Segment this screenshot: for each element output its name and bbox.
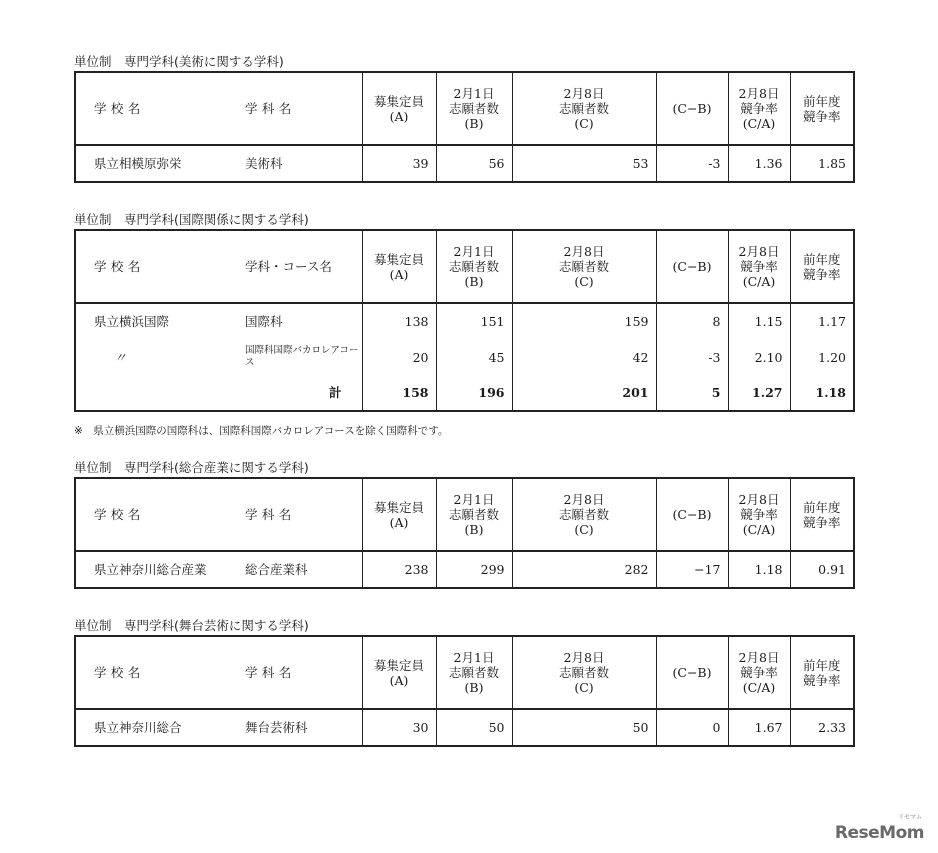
- diff-value: -3: [656, 339, 728, 375]
- header-capacity: 募集定員 (A): [362, 230, 436, 303]
- capacity-value: 138: [362, 303, 436, 339]
- section-title: 単位制 専門学科(美術に関する学科): [74, 54, 284, 69]
- table-row: [75, 303, 854, 339]
- feb8-value: 53: [512, 145, 656, 182]
- header-rate: 2月8日 競争率 (C/A): [728, 230, 790, 303]
- table-row: [75, 551, 854, 588]
- header-capacity: 募集定員 (A): [362, 636, 436, 709]
- header-feb8: 2月8日 志願者数 (C): [512, 230, 656, 303]
- logo-ruby: リセマム: [898, 814, 922, 821]
- header-rate: 2月8日 競争率 (C/A): [728, 72, 790, 145]
- header-feb8: 2月8日 志願者数 (C): [512, 636, 656, 709]
- school-name: 県立相模原弥栄: [94, 156, 182, 171]
- school-name: 県立横浜国際: [94, 314, 170, 329]
- footnote: ※ 県立横浜国際の国際科は、国際科国際バカロレアコースを除く国際科です。: [74, 425, 449, 437]
- feb1-value: 45: [436, 339, 512, 375]
- header-dept: 学科名: [245, 478, 362, 551]
- header-dept: 学科名: [245, 72, 362, 145]
- total-prev: 1.18: [790, 375, 854, 411]
- table-header-row: [75, 478, 854, 551]
- feb8-value: 282: [512, 551, 656, 588]
- header-feb8: 2月8日 志願者数 (C): [512, 478, 656, 551]
- header-dept-course: 学科・コース名: [245, 230, 362, 303]
- feb1-value: 56: [436, 145, 512, 182]
- capacity-value: 30: [362, 709, 436, 746]
- results-table: [74, 229, 855, 412]
- feb8-value: 50: [512, 709, 656, 746]
- resemom-logo: ReseMom: [834, 823, 924, 843]
- total-rate: 1.27: [728, 375, 790, 411]
- section-title: 単位制 専門学科(国際関係に関する学科): [74, 212, 309, 227]
- header-rate: 2月8日 競争率 (C/A): [728, 636, 790, 709]
- section-title: 単位制 専門学科(総合産業に関する学科): [74, 460, 309, 475]
- table-row: [75, 339, 854, 375]
- table-header-row: [75, 636, 854, 709]
- header-prev: 前年度 競争率: [790, 230, 854, 303]
- header-diff: (C−B): [656, 230, 728, 303]
- capacity-value: 39: [362, 145, 436, 182]
- section-title: 単位制 専門学科(舞台芸術に関する学科): [74, 618, 309, 633]
- header-capacity: 募集定員 (A): [362, 478, 436, 551]
- header-diff: (C−B): [656, 72, 728, 145]
- header-feb1: 2月1日 志願者数 (B): [436, 478, 512, 551]
- results-table: [74, 71, 855, 183]
- header-feb1: 2月1日 志願者数 (B): [436, 636, 512, 709]
- dept-name: 国際科: [245, 314, 283, 329]
- rate-value: 1.67: [728, 709, 790, 746]
- dept-name: 舞台芸術科: [245, 720, 308, 735]
- school-name: 県立神奈川総合産業: [94, 562, 207, 577]
- header-feb1: 2月1日 志願者数 (B): [436, 72, 512, 145]
- header-school: 学校名: [75, 636, 245, 709]
- prev-value: 2.33: [790, 709, 854, 746]
- prev-value: 1.17: [790, 303, 854, 339]
- header-feb8: 2月8日 志願者数 (C): [512, 72, 656, 145]
- feb1-value: 299: [436, 551, 512, 588]
- dept-name: 国際科国際バカロレアコース: [245, 345, 359, 368]
- diff-value: -3: [656, 145, 728, 182]
- header-prev: 前年度 競争率: [790, 636, 854, 709]
- rate-value: 1.36: [728, 145, 790, 182]
- rate-value: 1.18: [728, 551, 790, 588]
- header-capacity: 募集定員 (A): [362, 72, 436, 145]
- header-school: 学校名: [75, 478, 245, 551]
- total-label: 計: [328, 385, 342, 400]
- capacity-value: 20: [362, 339, 436, 375]
- table-header-row: [75, 72, 854, 145]
- feb1-value: 50: [436, 709, 512, 746]
- header-prev: 前年度 競争率: [790, 72, 854, 145]
- feb8-value: 42: [512, 339, 656, 375]
- table-row: [75, 709, 854, 746]
- header-prev: 前年度 競争率: [790, 478, 854, 551]
- prev-value: 1.85: [790, 145, 854, 182]
- header-school: 学校名: [75, 230, 245, 303]
- rate-value: 2.10: [728, 339, 790, 375]
- header-diff: (C−B): [656, 478, 728, 551]
- dept-name: 美術科: [245, 156, 283, 171]
- total-capacity: 158: [362, 375, 436, 411]
- prev-value: 0.91: [790, 551, 854, 588]
- total-diff: 5: [656, 375, 728, 411]
- header-dept: 学科名: [245, 636, 362, 709]
- header-rate: 2月8日 競争率 (C/A): [728, 478, 790, 551]
- school-name-ditto: 〃: [114, 349, 127, 365]
- table-row: [75, 145, 854, 182]
- diff-value: 8: [656, 303, 728, 339]
- header-school: 学校名: [75, 72, 245, 145]
- total-feb8: 201: [512, 375, 656, 411]
- dept-name: 総合産業科: [245, 562, 308, 577]
- school-name: 県立神奈川総合: [94, 720, 182, 735]
- capacity-value: 238: [362, 551, 436, 588]
- diff-value: −17: [656, 551, 728, 588]
- header-feb1: 2月1日 志願者数 (B): [436, 230, 512, 303]
- prev-value: 1.20: [790, 339, 854, 375]
- results-table: [74, 635, 855, 747]
- total-feb1: 196: [436, 375, 512, 411]
- table-total-row: [75, 375, 854, 411]
- header-diff: (C−B): [656, 636, 728, 709]
- results-table: [74, 477, 855, 589]
- rate-value: 1.15: [728, 303, 790, 339]
- table-header-row: [75, 230, 854, 303]
- diff-value: 0: [656, 709, 728, 746]
- feb8-value: 159: [512, 303, 656, 339]
- feb1-value: 151: [436, 303, 512, 339]
